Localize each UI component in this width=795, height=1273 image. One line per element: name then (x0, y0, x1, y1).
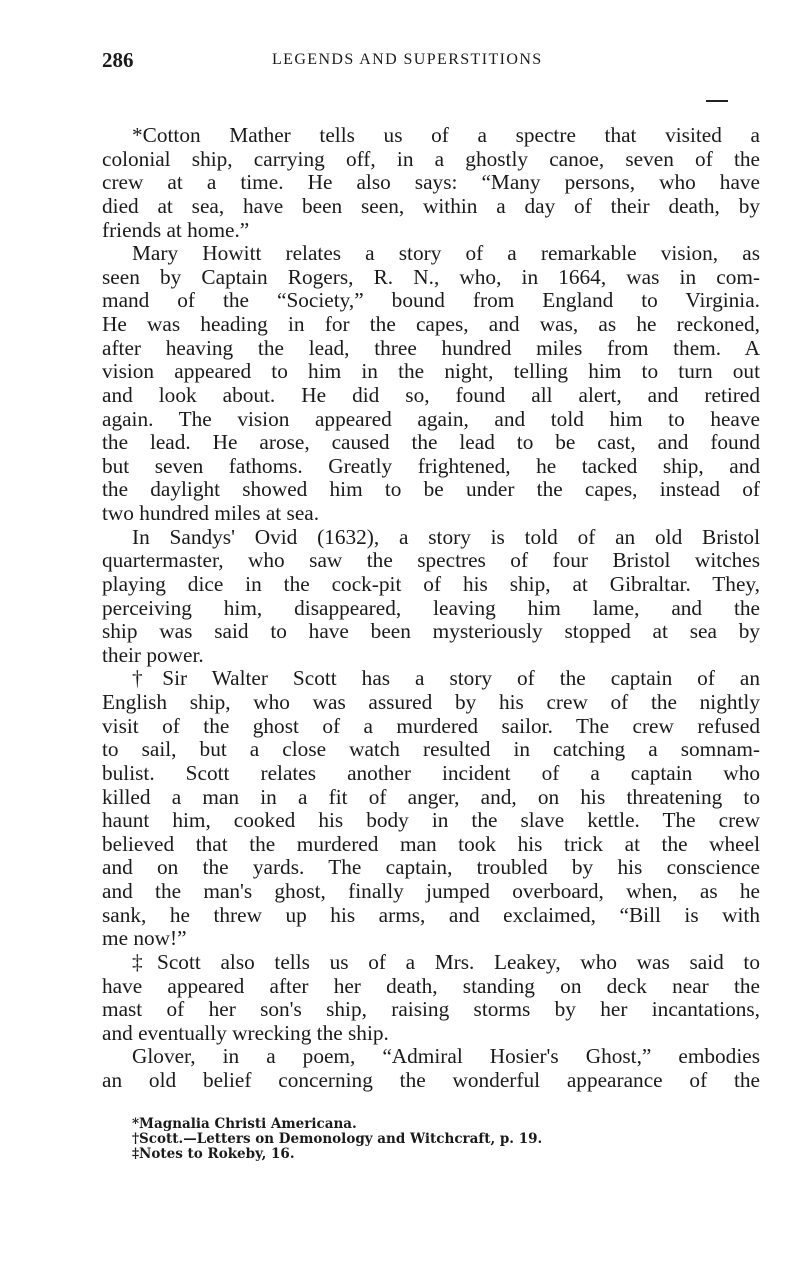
text-line: ship was said to have been mysteriously stopped at sea by (102, 619, 760, 644)
text-line: haunt him, cooked his body in the slave kettle. The crew (102, 808, 760, 833)
paragraph (102, 526, 760, 668)
paragraph (102, 242, 760, 526)
paragraph (102, 124, 760, 242)
text-line: †Sir Walter Scott has a story of the captain of an (132, 666, 760, 691)
paragraph (102, 1045, 760, 1092)
text-line: and eventually wrecking the ship. (102, 1020, 389, 1045)
text-line: perceiving him, disappeared, leaving him lame, and the (102, 595, 760, 620)
text-line: Mary Howitt relates a story of a remarkable vision, as (132, 241, 760, 266)
text-line: died at sea, have been seen, within a day of their death, by (102, 193, 760, 218)
text-line: their power. (102, 642, 204, 667)
footnote: ‡Notes to Rokeby, 16. (132, 1146, 295, 1162)
page-body (102, 124, 760, 1093)
footnotes (132, 1117, 542, 1162)
text-line: two hundred miles at sea. (102, 501, 320, 525)
text-line: have appeared after her death, standing on deck near the (102, 973, 760, 998)
text-line: English ship, who was assured by his crew of the nightly (102, 690, 760, 714)
page-number: 286 (102, 48, 134, 72)
running-title: LEGENDS AND SUPERSTITIONS (272, 51, 543, 68)
text-line: *Cotton Mather tells us of a spectre that visited a (132, 123, 760, 147)
text-line: ‡Scott also tells us of a Mrs. Leakey, who was said to (132, 949, 760, 974)
paragraph (102, 667, 760, 951)
paragraph (102, 951, 760, 1046)
text-line: crew at a time. He also says: “Many persons, who have (102, 170, 760, 195)
text-line: killed a man in a fit of anger, and, on his threatening to (102, 784, 760, 809)
text-line: me now!” (102, 926, 187, 951)
text-line: the lead. He arose, caused the lead to be cast, and found (102, 430, 760, 455)
text-line: believed that the murdered man took his trick at the wheel (102, 831, 760, 856)
text-line: vision appeared to him in the night, telling him to turn out (102, 359, 760, 384)
text-line: friends at home.” (102, 217, 250, 242)
text-line: In Sandys' Ovid (1632), a story is told of an old Bristol (132, 524, 760, 549)
text-line: again. The vision appeared again, and told him to heave (102, 406, 760, 431)
text-line: bulist. Scott relates another incident of a captain who (102, 760, 760, 785)
text-line: but seven fathoms. Greatly frightened, he tacked ship, and (102, 453, 760, 478)
text-line: playing dice in the cock-pit of his ship, at Gibraltar. They, (102, 571, 760, 596)
text-line: He was heading in for the capes, and was, as he reckoned, (102, 312, 760, 336)
text-line: and look about. He did so, found all alert, and retired (102, 382, 760, 407)
text-line: mand of the “Society,” bound from England to Virginia. (102, 288, 760, 313)
text-line: quartermaster, who saw the spectres of four Bristol witches (102, 548, 760, 573)
text-line: an old belief concerning the wonderful appearance of the (102, 1068, 760, 1092)
printer-mark (706, 100, 728, 102)
text-line: the daylight showed him to be under the capes, instead of (102, 477, 760, 502)
text-line: after heaving the lead, three hundred miles from them. A (102, 335, 760, 360)
footnote: *Magnalia Christi Americana. (132, 1116, 357, 1132)
running-header (102, 48, 760, 74)
text-line: seen by Captain Rogers, R. N., who, in 1664, was in com- (102, 264, 760, 289)
text-line: and the man's ghost, finally jumped overboard, when, as he (102, 879, 760, 903)
footnote: †Scott.—Letters on Demonology and Witchcraft, p. 19. (132, 1131, 543, 1147)
text-line: visit of the ghost of a murdered sailor. The crew refused (102, 713, 760, 738)
text-line: and on the yards. The captain, troubled by his conscience (102, 855, 760, 880)
text-line: mast of her son's ship, raising storms by her incantations, (102, 997, 760, 1022)
text-line: Glover, in a poem, “Admiral Hosier's Ghost,” embodies (132, 1044, 760, 1069)
text-line: sank, he threw up his arms, and exclaimed, “Bill is with (102, 902, 760, 927)
text-line: colonial ship, carrying off, in a ghostly canoe, seven of the (102, 146, 760, 171)
text-line: to sail, but a close watch resulted in catching a somnam- (102, 737, 760, 762)
